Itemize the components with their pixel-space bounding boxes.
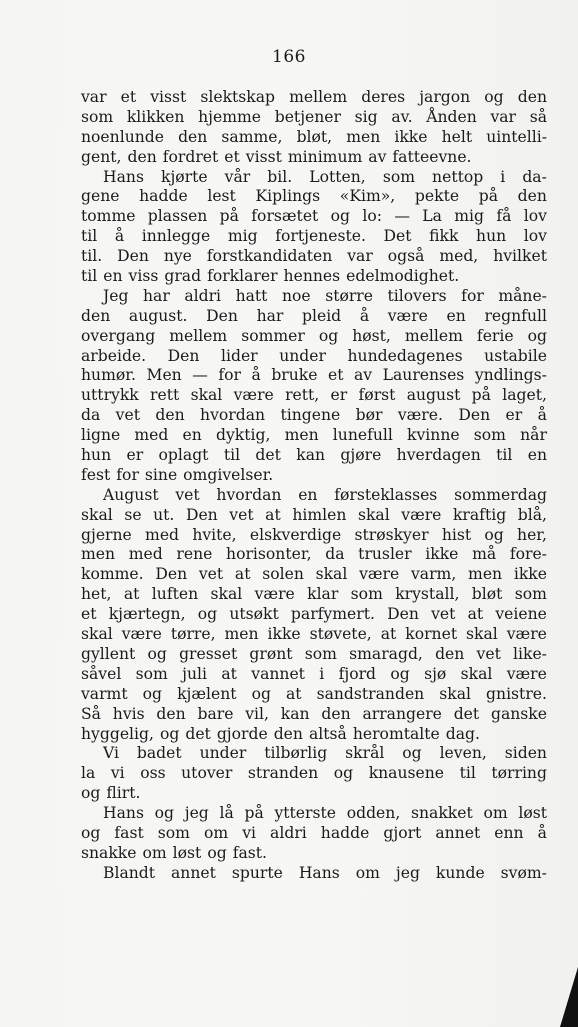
text-line: den august. Den har pleid å være en regnfull <box>81 306 547 325</box>
text-line: August vet hvordan en førsteklasses sommerdag <box>103 485 547 504</box>
text-line: tomme plassen på forsætet og lo: — La mig få lov <box>81 207 547 226</box>
text-line: Hans og jeg lå på ytterste odden, snakket om løst <box>103 804 547 823</box>
page-number: 166 <box>272 47 306 67</box>
text-line: varmt og kjælent og at sandstranden skal gnistre. <box>81 684 547 703</box>
text-line: Vi badet under tilbørlig skrål og leven, siden <box>103 744 547 763</box>
text-line: het, at luften skal være klar som krystall, bløt som <box>81 585 547 604</box>
text-line: uttrykk rett skal være rett, er først august på laget, <box>81 386 547 405</box>
text-line: og fast som om vi aldri hadde gjort annet enn å <box>81 823 547 842</box>
text-line: til en viss grad forklarer hennes edelmodighet. <box>81 267 460 286</box>
text-line: til å innlegge mig fortjeneste. Det fikk hun lov <box>81 227 547 246</box>
text-line: såvel som juli at vannet i fjord og sjø skal være <box>81 664 547 683</box>
text-line: hyggelig, og det gjorde den altså heromtalte dag. <box>81 724 480 743</box>
text-line: Blandt annet spurte Hans om jeg kunde svøm- <box>103 863 547 882</box>
text-line: Jeg har aldri hatt noe større tilovers for måne- <box>103 286 547 305</box>
text-line: som klikken hjemme betjener sig av. Ånden var så <box>81 107 547 126</box>
text-line: gyllent og gresset grønt som smaragd, den vet like- <box>81 644 547 663</box>
text-line: et kjærtegn, og utsøkt parfymert. Den vet at veiene <box>81 605 547 624</box>
text-line: snakke om løst og fast. <box>81 843 267 862</box>
text-line: skal se ut. Den vet at himlen skal være kraftig blå, <box>81 505 547 524</box>
text-line: fest for sine omgivelser. <box>81 465 274 484</box>
text-line: Så hvis den bare vil, kan den arrangere det ganske <box>81 704 547 723</box>
body-text <box>81 88 547 884</box>
text-line: hun er oplagt til det kan gjøre hverdagen til en <box>81 446 547 465</box>
text-line: Hans kjørte vår bil. Lotten, som nettop i da- <box>103 167 547 186</box>
page-corner-mark <box>560 967 578 1027</box>
text-line: var et visst slektskap mellem deres jargon og den <box>81 88 547 106</box>
text-line: til. Den nye forstkandidaten var også med, hvilket <box>81 247 547 266</box>
text-line: gjerne med hvite, elskverdige strøskyer hist og her, <box>81 525 547 544</box>
text-line: noenlunde den samme, bløt, men ikke helt uintelli- <box>81 127 547 146</box>
text-line: gent, den fordret et visst minimum av fatteevne. <box>81 147 472 166</box>
text-line: la vi oss utover stranden og knausene til tørring <box>81 764 547 783</box>
text-line: gene hadde lest Kiplings «Kim», pekte på den <box>81 187 547 206</box>
text-line: humør. Men — for å bruke et av Laurenses yndlings- <box>81 366 547 385</box>
text-line: arbeide. Den lider under hundedagenes ustabile <box>81 346 547 365</box>
text-line: overgang mellem sommer og høst, mellem ferie og <box>81 326 547 345</box>
text-line: og flirt. <box>81 784 141 803</box>
text-line: men med rene horisonter, da trusler ikke må fore- <box>81 545 547 564</box>
text-line: ligne med en dyktig, men lunefull kvinne som når <box>81 426 547 445</box>
text-line: skal være tørre, men ikke støvete, at kornet skal være <box>81 625 547 644</box>
text-line: da vet den hvordan tingene bør være. Den er å <box>81 406 547 425</box>
text-line: komme. Den vet at solen skal være varm, men ikke <box>81 565 547 584</box>
